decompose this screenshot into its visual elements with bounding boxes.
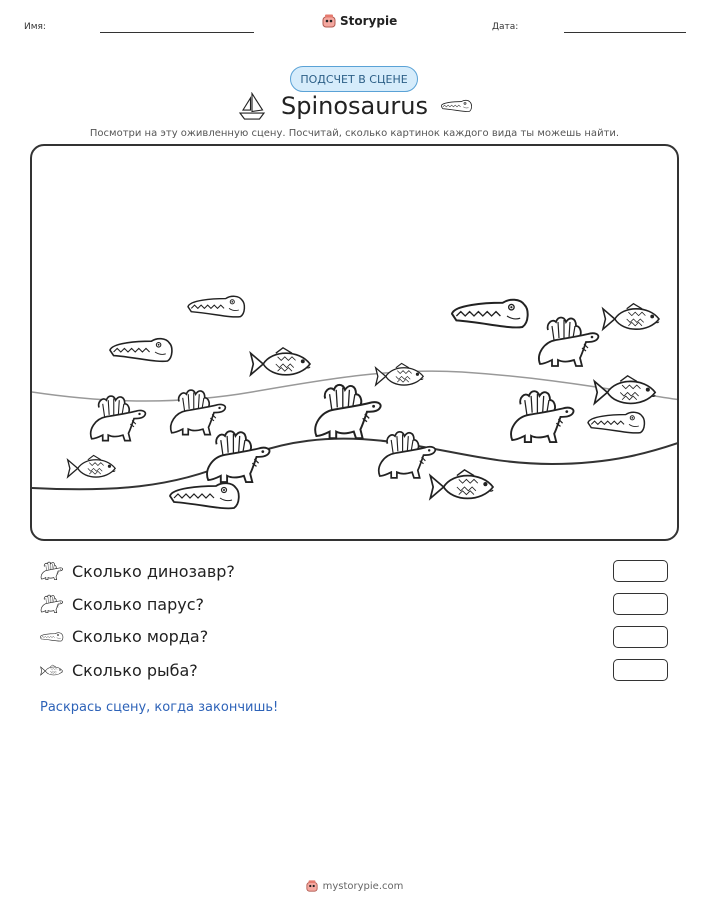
instructions: Посмотри на эту оживленную сцену. Посчитай, сколько картинок каждого вида ты можешь найти. [89, 128, 620, 139]
storypie-logo-icon [322, 14, 336, 28]
fish-6 [430, 470, 493, 499]
activity-badge: ПОДСЧЕТ В СЦЕНЕ [290, 66, 418, 92]
brand-logo [322, 14, 397, 28]
brand-name: Storypie [340, 14, 398, 28]
fish-4 [594, 376, 655, 404]
croc-snout-1 [188, 296, 244, 317]
croc-snout-2 [110, 339, 172, 362]
answer-box[interactable] [613, 593, 668, 615]
date-line[interactable] [564, 32, 686, 33]
question-text: Сколько морда? [72, 627, 209, 646]
question-text: Сколько парус? [72, 594, 204, 614]
question-row [40, 661, 198, 680]
dinosaur-6 [207, 431, 269, 482]
dinosaur-7 [379, 432, 435, 478]
name-line[interactable] [100, 32, 254, 33]
fish-1 [251, 348, 310, 375]
footer [0, 880, 709, 892]
question-text: Сколько динозавр? [72, 561, 235, 581]
croc-snout-4 [588, 412, 644, 433]
croc-snout-5 [170, 483, 239, 508]
snout-icon [40, 630, 64, 644]
dinosaur-2 [91, 396, 146, 441]
croc-snout-3 [452, 300, 528, 328]
question-row [40, 594, 204, 614]
storypie-logo-icon [306, 880, 318, 892]
fish-3 [603, 304, 659, 330]
scene-illustration [32, 146, 679, 541]
counting-scene [30, 144, 679, 541]
dinosaur-4 [315, 385, 380, 438]
page-title: Spinosaurus [280, 92, 429, 120]
croc-snout-icon [441, 98, 473, 114]
dinosaur-icon [40, 561, 64, 581]
footer-url[interactable]: mystorypie.com [322, 880, 404, 892]
fish-icon [40, 663, 64, 679]
answer-box[interactable] [613, 560, 668, 582]
sail-icon [40, 594, 64, 614]
question-row [40, 561, 235, 581]
name-label: Имя: [24, 22, 46, 32]
question-text: Сколько рыба? [72, 661, 198, 680]
dinosaur-1 [539, 318, 598, 367]
date-label: Дата: [492, 22, 519, 32]
answer-box[interactable] [613, 659, 668, 681]
fish-5 [68, 455, 116, 477]
answer-box[interactable] [613, 626, 668, 648]
dinosaur-5 [511, 391, 573, 442]
fish-2 [376, 363, 424, 385]
question-row [40, 627, 208, 646]
coloring-note: Раскрась сцену, когда закончишь! [40, 700, 279, 715]
